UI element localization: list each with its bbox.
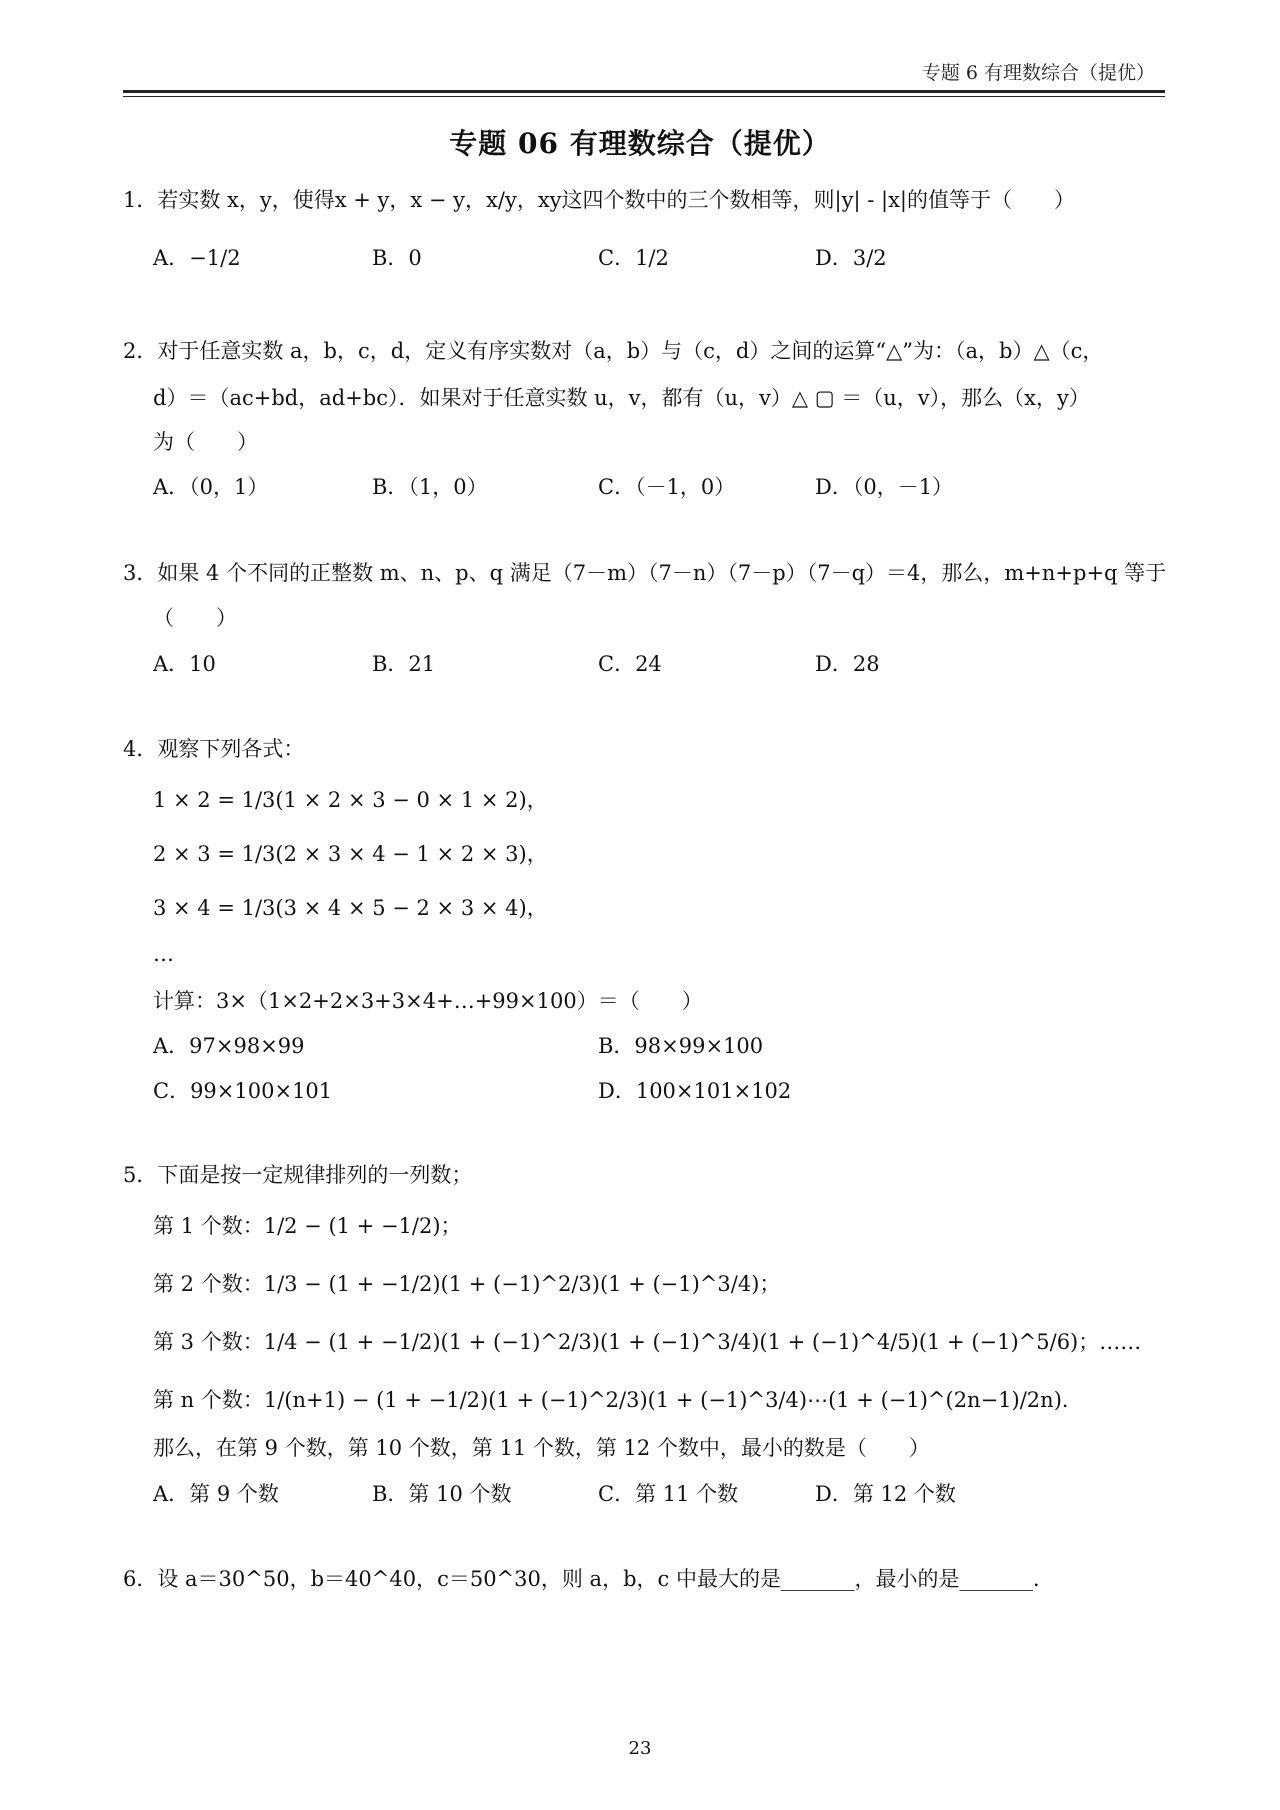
q4-option-d: D．100×101×102 <box>598 1079 792 1103</box>
q1-option-b: B．0 <box>372 246 422 270</box>
q2-option-b: B．（1，0） <box>372 475 488 499</box>
question-2-line-2: d）＝（ac+bd，ad+bc）．如果对于任意实数 u，v，都有（u，v）△ ▢ ＝（u，v），那么（x，y） <box>153 386 1090 410</box>
question-6-stem: 6．设 a＝30^50，b＝40^40，c＝50^30，则 a，b，c 中最大的是_______，最小的是_______． <box>123 1567 1054 1591</box>
page-number: 23 <box>628 1738 652 1759</box>
question-3-line-1: 3．如果 4 个不同的正整数 m、n、p、q 满足（7－m）（7－n）（7－p）（7－q）＝4，那么，m+n+p+q 等于 <box>123 561 1167 585</box>
q5-question: 那么，在第 9 个数，第 10 个数，第 11 个数，第 12 个数中，最小的数是（ ） <box>153 1436 930 1460</box>
q3-option-a: A．10 <box>153 652 216 676</box>
question-1-stem: 1．若实数 x，y，使得x + y，x − y，x/y，xy这四个数中的三个数相等，则|y| - |x|的值等于（ ） <box>123 188 1075 212</box>
question-4-stem: 4．观察下列各式： <box>123 737 305 761</box>
question-3-line-2: （ ） <box>153 606 237 630</box>
q4-calculation: 计算：3×（1×2+2×3+3×4+…+99×100）＝（ ） <box>153 989 703 1013</box>
q1-option-d: D．3/2 <box>815 246 887 270</box>
q4-equation-1: 1 × 2 = 1/3(1 × 2 × 3 − 0 × 1 × 2)， <box>153 788 548 812</box>
q5-term-3: 第 3 个数：1/4 − (1 + −1/2)(1 + (−1)^2/3)(1 + (−1)^3/4)(1 + (−1)^4/5)(1 + (−1)^5/6)；…… <box>153 1330 1142 1354</box>
q1-option-a: A．−1/2 <box>153 246 241 270</box>
q1-option-c: C．1/2 <box>598 246 669 270</box>
q5-option-c: C．第 11 个数 <box>598 1482 739 1506</box>
header-rule-thick <box>123 90 1165 93</box>
page-title: 专题 06 有理数综合（提优） <box>449 127 831 160</box>
q5-term-n: 第 n 个数：1/(n+1) − (1 + −1/2)(1 + (−1)^2/3)(1 + (−1)^3/4)⋯(1 + (−1)^(2n−1)/2n)． <box>153 1388 1083 1412</box>
question-2-line-3: 为（ ） <box>153 430 258 454</box>
q4-equation-3: 3 × 4 = 1/3(3 × 4 × 5 − 2 × 3 × 4)， <box>153 896 548 920</box>
question-5-stem: 5．下面是按一定规律排列的一列数； <box>123 1163 473 1187</box>
q4-option-b: B．98×99×100 <box>598 1034 764 1058</box>
q3-option-c: C．24 <box>598 652 662 676</box>
q4-option-c: C．99×100×101 <box>153 1079 333 1103</box>
header-rule-thin <box>123 96 1165 97</box>
q2-option-a: A．（0，1） <box>153 475 269 499</box>
q5-option-a: A．第 9 个数 <box>153 1482 279 1506</box>
q4-ellipsis: … <box>153 942 174 966</box>
question-2-line-1: 2．对于任意实数 a，b，c，d，定义有序实数对（a，b）与（c，d）之间的运算“△”为：（a，b）△（c， <box>123 339 1104 363</box>
q5-option-b: B．第 10 个数 <box>372 1482 512 1506</box>
q5-term-1: 第 1 个数：1/2 − (1 + −1/2)； <box>153 1214 462 1238</box>
q2-option-c: C．（－1，0） <box>598 475 736 499</box>
q2-option-d: D．（0，－1） <box>815 475 954 499</box>
running-header: 专题 6 有理数综合（提优） <box>921 62 1155 84</box>
q5-term-2: 第 2 个数：1/3 − (1 + −1/2)(1 + (−1)^2/3)(1 + (−1)^3/4)； <box>153 1272 781 1296</box>
q3-option-b: B．21 <box>372 652 436 676</box>
q3-option-d: D．28 <box>815 652 880 676</box>
q5-option-d: D．第 12 个数 <box>815 1482 956 1506</box>
q4-option-a: A．97×98×99 <box>153 1034 305 1058</box>
q4-equation-2: 2 × 3 = 1/3(2 × 3 × 4 − 1 × 2 × 3)， <box>153 842 548 866</box>
